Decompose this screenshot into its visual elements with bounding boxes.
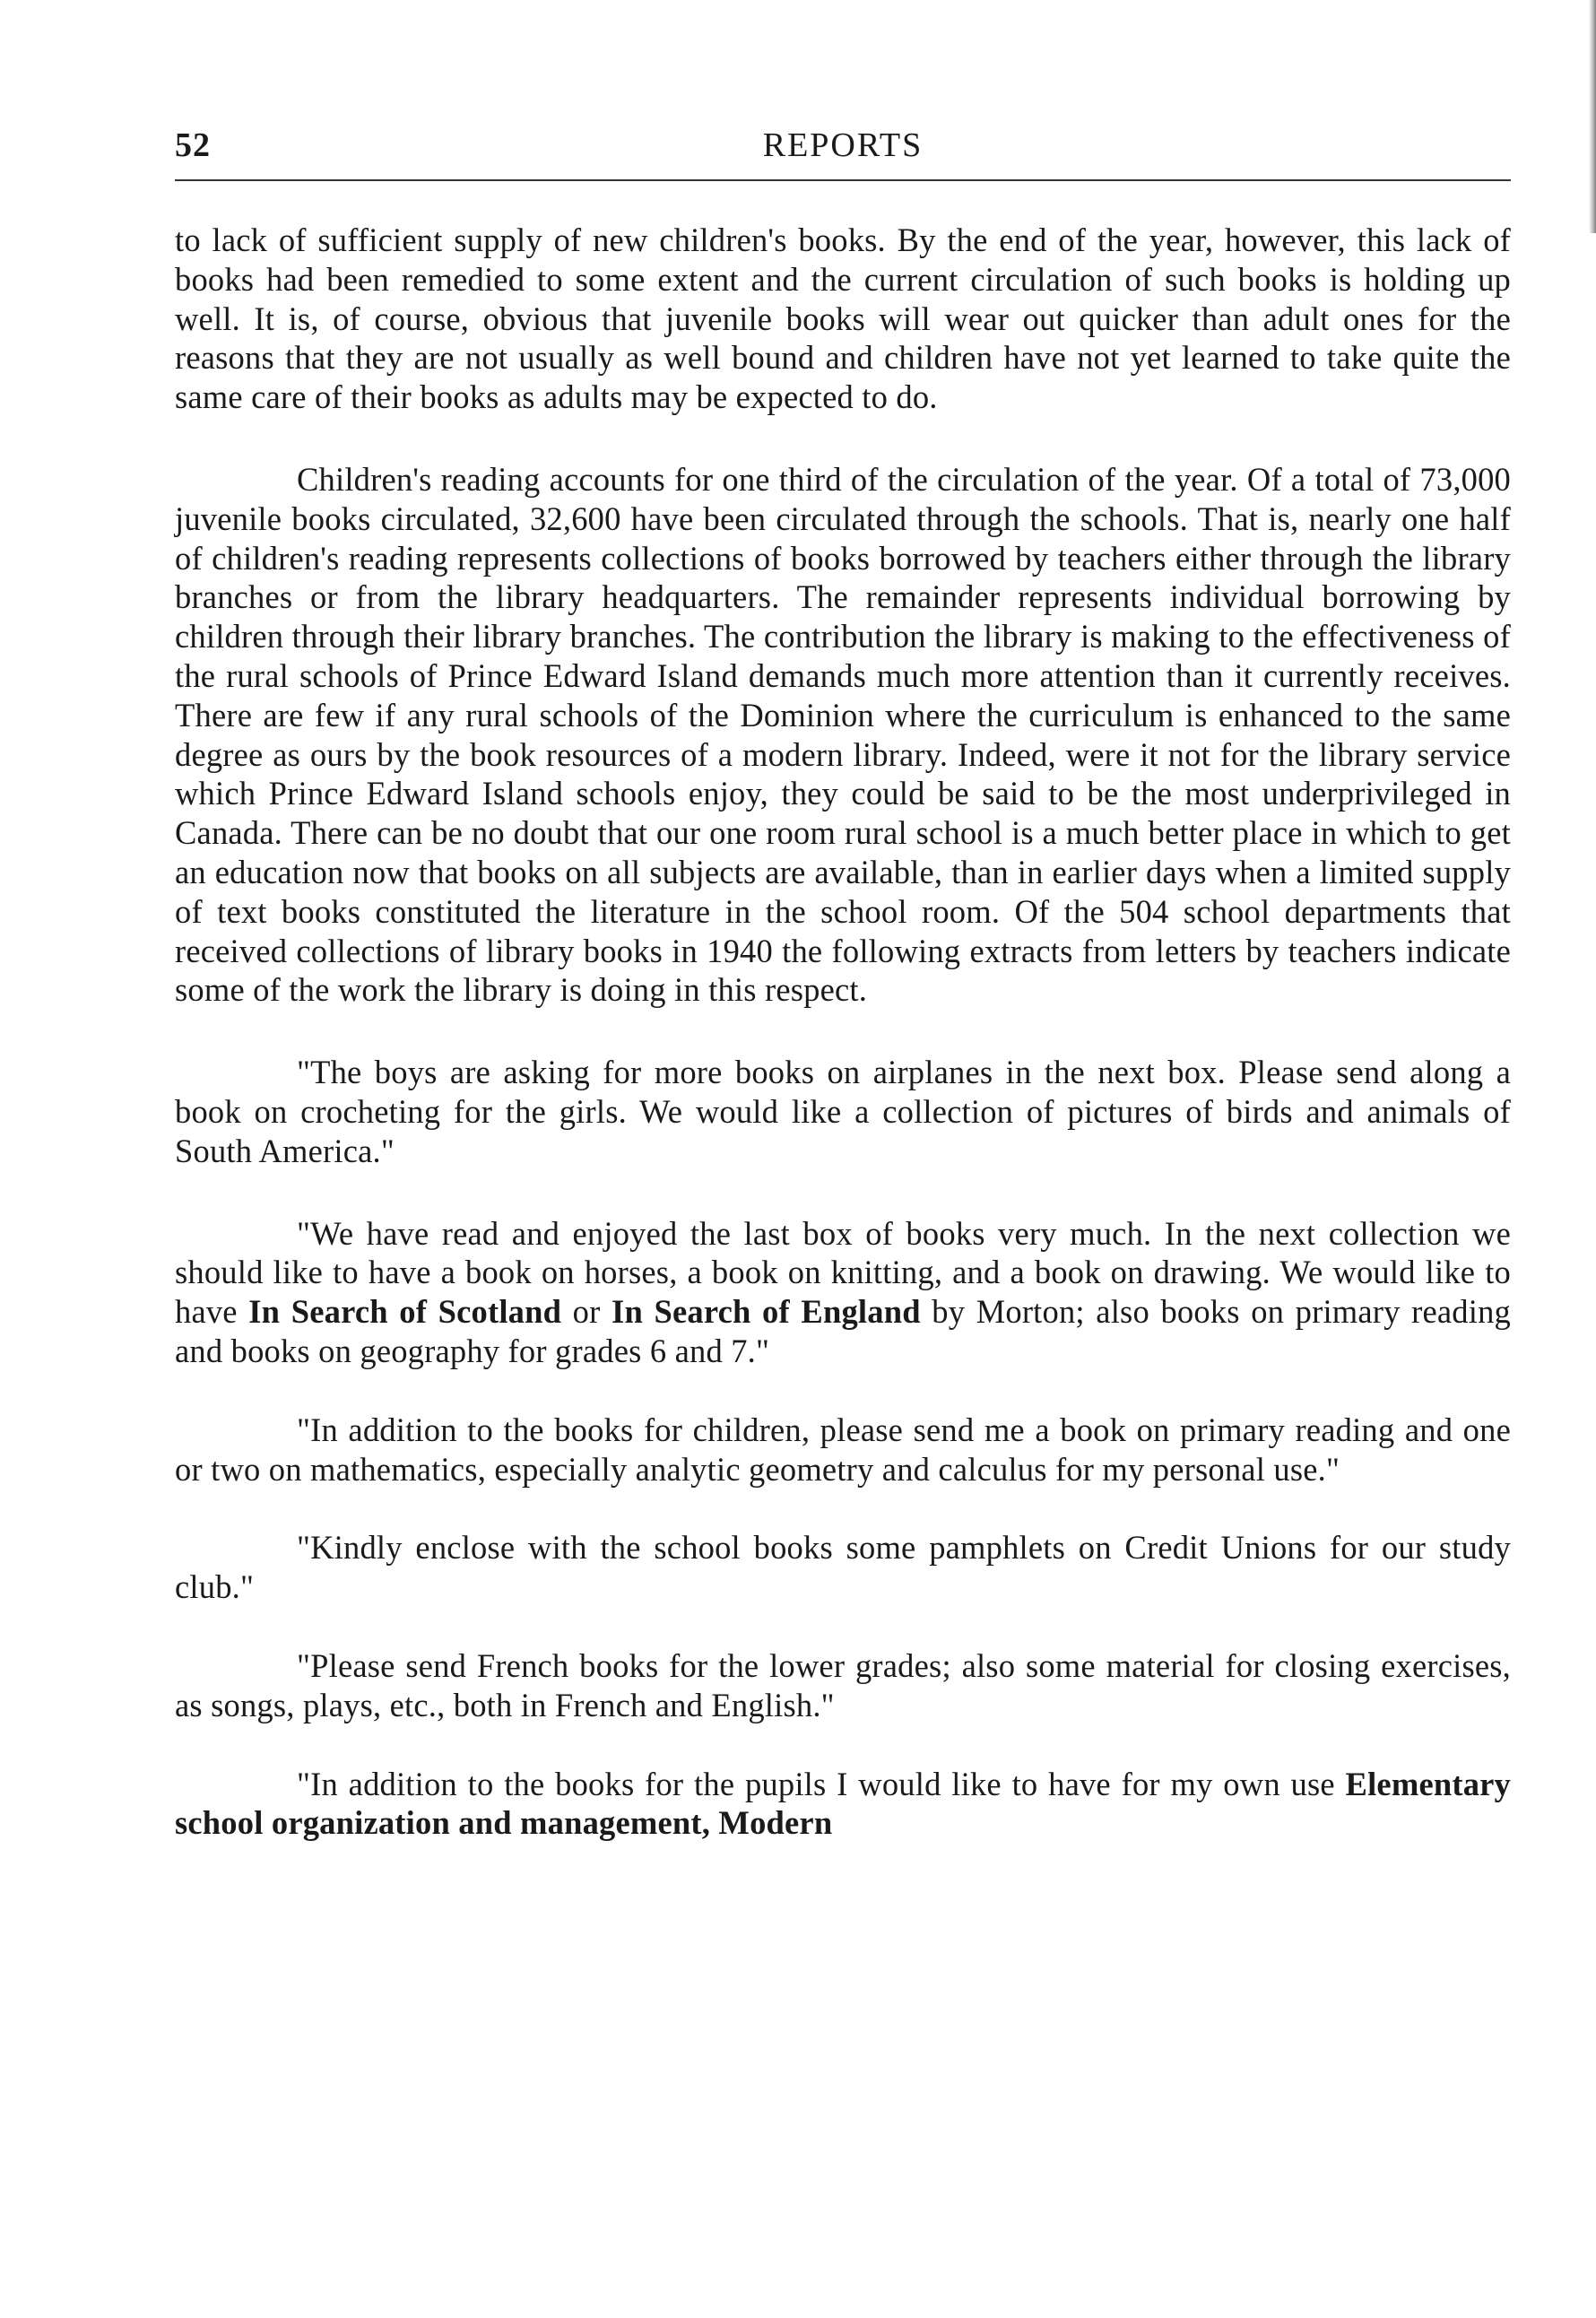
paragraph-continuation: to lack of sufficient supply of new children's books. By the end of the year, however, this lack of books had been remedied to some extent and the current circulation of such books is holding up well. It is, of course, obvious that juvenile books will wear out quicker than adult ones for the reasons that they are not usually as well bound and children have not yet learned to take quite the same care of their books as adults may be expected to do. xyxy=(175,221,1511,416)
quote-mathematics: "In addition to the books for children, please send me a book on primary reading and one or two on mathematics, especially analytic geometry and calculus for my personal use." xyxy=(175,1411,1511,1488)
body-text xyxy=(175,221,1511,1843)
quote-text-start: "We have read and enjoyed the last box of books very much. In the next collection we should like to have a book on horses, a book on knitting, and a book on drawing. We would like to have xyxy=(175,1214,1511,1331)
book-title-elementary-school: Elementary school organization and management, Modern xyxy=(175,1765,1511,1842)
quote-credit-unions: "Kindly enclose with the school books some pamphlets on Credit Unions for our study club." xyxy=(175,1529,1511,1606)
header-rule xyxy=(175,179,1511,181)
running-title: REPORTS xyxy=(762,126,924,164)
quote-text-middle: or xyxy=(561,1293,612,1331)
book-title-england: In Search of England xyxy=(612,1293,921,1331)
page-edge-mark xyxy=(1589,0,1596,233)
paragraph-childrens-reading: Children's reading accounts for one third of the circulation of the year. Of a total of 73,000 juvenile books circulated, 32,600 have been circulated through the schools. That is, nearly one half of children's reading represents collections of books borrowed by teachers either through the library branches or from the library headquarters. The remainder represents individual borrowing by children through their library branches. The contribution the library is making to the effectiveness of the rural schools of Prince Edward Island demands much more attention than it currently receives. There are few if any rural schools of the Dominion where the curriculum is enhanced to the same degree as ours by the book resources of a modern library. Indeed, were it not for the library service which Prince Edward Island schools enjoy, they could be said to be the most underprivileged in Canada. There can be no doubt that our one room rural school is a much better place in which to get an education now that books on all subjects are available, than in earlier days when a limited supply of text books constituted the literature in the school room. Of the 504 school departments that received collections of library books in 1940 the following extracts from letters by teachers indicate some of the work the library is doing in this respect. xyxy=(175,460,1511,1009)
page-number: 52 xyxy=(175,126,211,164)
quote-text-end: by Morton; also books on primary reading and books on geography for grades 6 and 7." xyxy=(175,1293,1511,1369)
quote-french-books: "Please send French books for the lower grades; also some material for closing exercises, as songs, plays, etc., both in French and English." xyxy=(175,1646,1511,1723)
quote-text-start: "In addition to the books for the pupils I would like to have for my own use xyxy=(297,1765,1346,1802)
quote-airplanes: "The boys are asking for more books on airplanes in the next box. Please send along a book on crocheting for the girls. We would like a collection of pictures of birds and animals of South America." xyxy=(175,1054,1511,1169)
book-title-scotland: In Search of Scotland xyxy=(248,1293,562,1331)
page-header xyxy=(175,126,1511,181)
quote-teacher-own-use xyxy=(175,1765,1511,1844)
quote-in-search-of xyxy=(175,1214,1511,1371)
